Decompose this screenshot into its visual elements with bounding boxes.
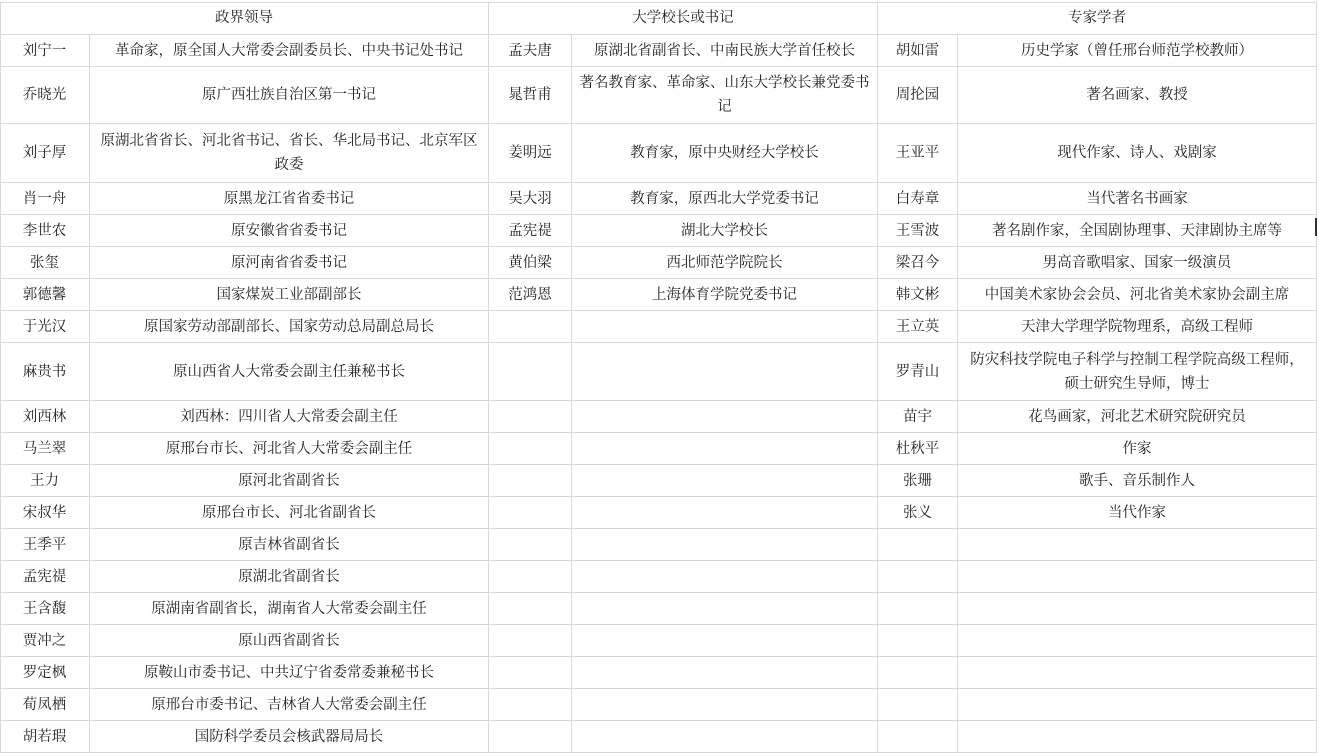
politics-name-cell[interactable]: 刘西林 <box>0 401 90 433</box>
header-experts[interactable]: 专家学者 <box>878 2 1317 35</box>
university-name-cell[interactable] <box>489 561 572 593</box>
university-desc-cell[interactable] <box>572 689 878 721</box>
university-desc-cell[interactable]: 原湖北省副省长、中南民族大学首任校长 <box>572 35 878 67</box>
university-desc-cell[interactable] <box>572 465 878 497</box>
expert-name-cell[interactable]: 周抡园 <box>878 67 958 124</box>
politics-desc-cell[interactable]: 原湖北省省长、河北省书记、省长、华北局书记、北京军区政委 <box>90 124 489 183</box>
politics-name-cell[interactable]: 荀凤栖 <box>0 689 90 721</box>
expert-desc-cell[interactable]: 歌手、音乐制作人 <box>958 465 1317 497</box>
university-desc-cell[interactable] <box>572 311 878 343</box>
politics-desc-cell[interactable]: 原广西壮族自治区第一书记 <box>90 67 489 124</box>
politics-name-cell[interactable]: 麻贵书 <box>0 343 90 401</box>
expert-desc-cell[interactable] <box>958 529 1317 561</box>
politics-name-cell[interactable]: 马兰翠 <box>0 433 90 465</box>
university-desc-cell[interactable] <box>572 401 878 433</box>
politics-name-cell[interactable]: 张玺 <box>0 247 90 279</box>
header-university[interactable]: 大学校长或书记 <box>489 2 878 35</box>
expert-name-cell[interactable]: 张义 <box>878 497 958 529</box>
expert-name-cell[interactable]: 韩文彬 <box>878 279 958 311</box>
politics-desc-cell[interactable]: 原鞍山市委书记、中共辽宁省委常委兼秘书长 <box>90 657 489 689</box>
expert-desc-cell[interactable]: 著名画家、教授 <box>958 67 1317 124</box>
expert-name-cell[interactable]: 杜秋平 <box>878 433 958 465</box>
university-name-cell[interactable] <box>489 721 572 753</box>
university-name-cell[interactable] <box>489 689 572 721</box>
expert-desc-cell[interactable]: 作家 <box>958 433 1317 465</box>
expert-desc-cell[interactable] <box>958 593 1317 625</box>
politics-desc-cell[interactable]: 原湖南省副省长，湖南省人大常委会副主任 <box>90 593 489 625</box>
university-desc-cell[interactable] <box>572 497 878 529</box>
header-politics[interactable]: 政界领导 <box>0 2 489 35</box>
expert-desc-cell[interactable] <box>958 625 1317 657</box>
expert-name-cell[interactable]: 王立英 <box>878 311 958 343</box>
university-name-cell[interactable] <box>489 401 572 433</box>
politics-desc-cell[interactable]: 原山西省副省长 <box>90 625 489 657</box>
university-desc-cell[interactable]: 上海体育学院党委书记 <box>572 279 878 311</box>
expert-name-cell[interactable] <box>878 593 958 625</box>
politics-desc-cell[interactable]: 革命家，原全国人大常委会副委员长、中央书记处书记 <box>90 35 489 67</box>
politics-name-cell[interactable]: 郭德馨 <box>0 279 90 311</box>
university-desc-cell[interactable] <box>572 561 878 593</box>
expert-desc-cell[interactable] <box>958 561 1317 593</box>
politics-desc-cell[interactable]: 原黑龙江省省委书记 <box>90 183 489 215</box>
university-name-cell[interactable]: 孟夫唐 <box>489 35 572 67</box>
expert-desc-cell[interactable]: 历史学家（曾任邢台师范学校教师） <box>958 35 1317 67</box>
politics-name-cell[interactable]: 乔晓光 <box>0 67 90 124</box>
politics-desc-cell[interactable]: 国防科学委员会核武器局局长 <box>90 721 489 753</box>
politics-desc-cell[interactable]: 刘西林：四川省人大常委会副主任 <box>90 401 489 433</box>
expert-name-cell[interactable]: 苗宇 <box>878 401 958 433</box>
expert-desc-cell[interactable] <box>958 689 1317 721</box>
expert-desc-cell[interactable]: 天津大学理学院物理系，高级工程师 <box>958 311 1317 343</box>
expert-desc-cell[interactable]: 当代作家 <box>958 497 1317 529</box>
university-desc-cell[interactable] <box>572 529 878 561</box>
university-desc-cell[interactable] <box>572 721 878 753</box>
politics-name-cell[interactable]: 王力 <box>0 465 90 497</box>
politics-desc-cell[interactable]: 原湖北省副省长 <box>90 561 489 593</box>
university-name-cell[interactable] <box>489 433 572 465</box>
university-desc-cell[interactable] <box>572 625 878 657</box>
expert-name-cell[interactable] <box>878 561 958 593</box>
politics-name-cell[interactable]: 王含馥 <box>0 593 90 625</box>
expert-desc-cell[interactable]: 现代作家、诗人、戏剧家 <box>958 124 1317 183</box>
politics-name-cell[interactable]: 李世农 <box>0 215 90 247</box>
politics-desc-cell[interactable]: 国家煤炭工业部副部长 <box>90 279 489 311</box>
politics-name-cell[interactable]: 于光汉 <box>0 311 90 343</box>
expert-name-cell[interactable]: 梁召今 <box>878 247 958 279</box>
politics-desc-cell[interactable]: 原吉林省副省长 <box>90 529 489 561</box>
expert-name-cell[interactable] <box>878 529 958 561</box>
expert-name-cell[interactable]: 胡如雷 <box>878 35 958 67</box>
expert-name-cell[interactable] <box>878 625 958 657</box>
university-name-cell[interactable] <box>489 497 572 529</box>
university-desc-cell[interactable]: 教育家，原中央财经大学校长 <box>572 124 878 183</box>
expert-name-cell[interactable]: 王亚平 <box>878 124 958 183</box>
politics-desc-cell[interactable]: 原邢台市长、河北省人大常委会副主任 <box>90 433 489 465</box>
university-name-cell[interactable] <box>489 529 572 561</box>
expert-name-cell[interactable] <box>878 689 958 721</box>
expert-desc-cell[interactable]: 中国美术家协会会员、河北省美术家协会副主席 <box>958 279 1317 311</box>
university-desc-cell[interactable] <box>572 343 878 401</box>
university-name-cell[interactable] <box>489 593 572 625</box>
university-desc-cell[interactable]: 教育家，原西北大学党委书记 <box>572 183 878 215</box>
expert-name-cell[interactable] <box>878 657 958 689</box>
university-desc-cell[interactable] <box>572 657 878 689</box>
university-desc-cell[interactable] <box>572 593 878 625</box>
politics-desc-cell[interactable]: 原安徽省省委书记 <box>90 215 489 247</box>
university-desc-cell[interactable]: 著名教育家、革命家、山东大学校长兼党委书记 <box>572 67 878 124</box>
expert-desc-cell[interactable] <box>958 721 1317 753</box>
university-name-cell[interactable]: 孟宪禔 <box>489 215 572 247</box>
expert-name-cell[interactable]: 罗青山 <box>878 343 958 401</box>
politics-desc-cell[interactable]: 原国家劳动部副部长、国家劳动总局副总局长 <box>90 311 489 343</box>
university-name-cell[interactable] <box>489 657 572 689</box>
university-name-cell[interactable]: 黄伯梁 <box>489 247 572 279</box>
expert-name-cell[interactable]: 白寿章 <box>878 183 958 215</box>
politics-desc-cell[interactable]: 原山西省人大常委会副主任兼秘书长 <box>90 343 489 401</box>
politics-name-cell[interactable]: 肖一舟 <box>0 183 90 215</box>
expert-desc-cell[interactable]: 当代著名书画家 <box>958 183 1317 215</box>
politics-desc-cell[interactable]: 原邢台市长、河北省副省长 <box>90 497 489 529</box>
politics-name-cell[interactable]: 刘子厚 <box>0 124 90 183</box>
expert-name-cell[interactable]: 王雪波 <box>878 215 958 247</box>
university-name-cell[interactable]: 姜明远 <box>489 124 572 183</box>
expert-desc-cell[interactable]: 著名剧作家，全国剧协理事、天津剧协主席等 <box>958 215 1317 247</box>
university-desc-cell[interactable] <box>572 433 878 465</box>
university-name-cell[interactable] <box>489 465 572 497</box>
expert-desc-cell[interactable] <box>958 657 1317 689</box>
university-name-cell[interactable] <box>489 625 572 657</box>
expert-desc-cell[interactable]: 防灾科技学院电子科学与控制工程学院高级工程师，硕士研究生导师，博士 <box>958 343 1317 401</box>
university-name-cell[interactable]: 吴大羽 <box>489 183 572 215</box>
politics-name-cell[interactable]: 贾冲之 <box>0 625 90 657</box>
politics-name-cell[interactable]: 罗定枫 <box>0 657 90 689</box>
university-desc-cell[interactable]: 湖北大学校长 <box>572 215 878 247</box>
university-desc-cell[interactable]: 西北师范学院院长 <box>572 247 878 279</box>
text-cursor <box>1315 218 1317 236</box>
university-name-cell[interactable]: 范鸿恩 <box>489 279 572 311</box>
politics-name-cell[interactable]: 刘宁一 <box>0 35 90 67</box>
politics-desc-cell[interactable]: 原河南省省委书记 <box>90 247 489 279</box>
expert-name-cell[interactable]: 张珊 <box>878 465 958 497</box>
politics-name-cell[interactable]: 宋叔华 <box>0 497 90 529</box>
expert-desc-cell[interactable]: 花鸟画家，河北艺术研究院研究员 <box>958 401 1317 433</box>
expert-name-cell[interactable] <box>878 721 958 753</box>
university-name-cell[interactable]: 晁哲甫 <box>489 67 572 124</box>
politics-desc-cell[interactable]: 原河北省副省长 <box>90 465 489 497</box>
politics-name-cell[interactable]: 王季平 <box>0 529 90 561</box>
politics-name-cell[interactable]: 孟宪禔 <box>0 561 90 593</box>
university-name-cell[interactable] <box>489 343 572 401</box>
politics-desc-cell[interactable]: 原邢台市委书记、吉林省人大常委会副主任 <box>90 689 489 721</box>
politics-name-cell[interactable]: 胡若瑕 <box>0 721 90 753</box>
expert-desc-cell[interactable]: 男高音歌唱家、国家一级演员 <box>958 247 1317 279</box>
university-name-cell[interactable] <box>489 311 572 343</box>
